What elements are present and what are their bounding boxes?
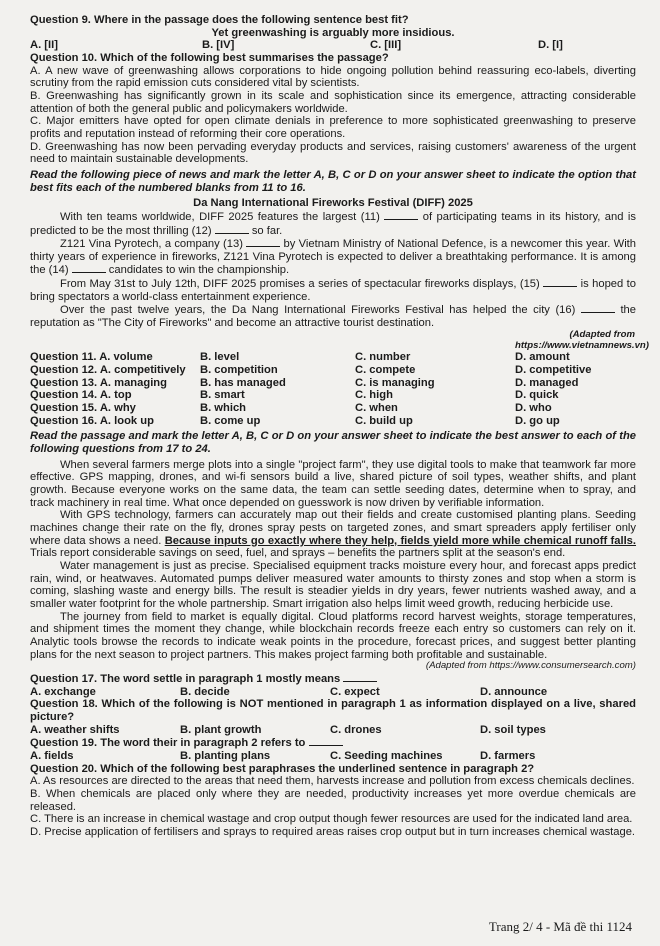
q10-stem: Question 10. Which of the following best summarises the passage? — [30, 51, 389, 64]
passage-paragraph-3: Water management is just as precise. Specialised equipment tracks moisture every hour, and forecast apps predict rain, wind, or heatwaves. Automated pumps deliver measured water amounts to thirsty zones and stop when a storm is coming, slashing waste and energy bills. The result is steadier yields in dry years, fewer nutrients washed away, and a smaller water footprint for the whole partnership. Smart irrigation also helps limit weed growth, reducing herbicide use. — [30, 559, 636, 610]
instruction-11-16: Read the following piece of news and mark the letter A, B, C or D on your answer sheet to indicate the option that best fits each of the numbered blanks from 11 to 16. — [30, 168, 636, 194]
q12-option-c[interactable]: C. compete — [355, 364, 416, 377]
q16-option-a[interactable]: Question 16. A. look up — [30, 414, 154, 427]
q17-option-d[interactable]: D. announce — [480, 685, 548, 698]
q20-option-b[interactable]: B. When chemicals are placed only where they are needed, productivity increases yet more overdue chemicals are released. — [30, 787, 636, 813]
exam-page — [30, 14, 649, 839]
q18-option-a[interactable]: A. weather shifts — [30, 723, 120, 736]
q12-option-a[interactable]: Question 12. A. competitively — [30, 364, 186, 377]
news-paragraph-3 — [30, 277, 636, 303]
blank-15[interactable] — [543, 277, 577, 287]
q10-option-d[interactable]: D. Greenwashing has now been pervading everyday products and services, raising customers' awareness of the urgent need to maintain sustainable developments. — [30, 140, 636, 166]
passage-source: (Adapted from https://www.consumersearch.com) — [425, 660, 636, 672]
passage-paragraph-2 — [30, 509, 636, 560]
question-12 — [30, 364, 636, 377]
q9-option-c[interactable]: C. [III] — [370, 39, 402, 52]
q16-option-d[interactable]: D. go up — [515, 414, 560, 427]
q11-option-c[interactable]: C. number — [355, 351, 411, 364]
q13-option-b[interactable]: B. has managed — [200, 376, 286, 389]
blank-16[interactable] — [581, 303, 615, 313]
q19-option-a[interactable]: A. fields — [30, 749, 74, 762]
q18-stem: Question 18. Which of the following is NOT mentioned in paragraph 1 as information displayed on a live, shared picture? — [30, 698, 636, 723]
q20-stem: Question 20. Which of the following best paraphrases the underlined sentence in paragraph 2? — [30, 762, 535, 775]
question-14 — [30, 389, 636, 402]
blank-14[interactable] — [72, 263, 106, 273]
question-17 — [30, 672, 636, 698]
q16-option-b[interactable]: B. come up — [200, 414, 261, 427]
q19-option-c[interactable]: C. Seeding machines — [330, 749, 443, 762]
q13-option-d[interactable]: D. managed — [515, 376, 579, 389]
q14-option-c[interactable]: C. high — [355, 389, 393, 402]
q20-option-c[interactable]: C. There is an increase in chemical wastage and crop output though fewer resources are used for the indicated land area. — [30, 813, 633, 826]
news-p3-part-a: From May 31st to July 12th, DIFF 2025 promises a series of spectacular fireworks displays, (15) — [60, 278, 540, 291]
news-p2-part-b: by Vietnam Ministry of National Defence, is a newcomer this year. With thirty years of experience in fireworks, Z121 Vina Pyrotech is expected to deliver a breathtaking performance. It is among the (14) — [30, 238, 637, 277]
q18-option-d[interactable]: D. soil types — [480, 723, 546, 736]
news-p2-part-c: candidates to win the championship. — [108, 264, 290, 277]
passage-p2-underlined: Because inputs go exactly where they help, fields yield more while chemical runoff falls. — [164, 534, 637, 547]
q15-option-c[interactable]: C. when — [355, 402, 398, 415]
q14-option-d[interactable]: D. quick — [515, 389, 559, 402]
blank-13[interactable] — [246, 237, 280, 247]
q20-option-a[interactable]: A. As resources are directed to the areas that need them, harvests increase and pollution from excess chemicals declines. — [30, 775, 635, 788]
q13-option-c[interactable]: C. is managing — [355, 376, 435, 389]
q13-option-a[interactable]: Question 13. A. managing — [30, 376, 167, 389]
q11-option-b[interactable]: B. level — [200, 351, 240, 364]
question-19 — [30, 736, 636, 762]
q14-option-a[interactable]: Question 14. A. top — [30, 389, 132, 402]
q17-option-b[interactable]: B. decide — [180, 685, 230, 698]
news-p4-part-a: Over the past twelve years, the Da Nang International Fireworks Festival has helped the city (16) — [60, 304, 576, 317]
passage-paragraph-1: When several farmers merge plots into a single "project farm", they use digital tools to make that teamwork far more effective. GPS mapping, drones, and wi-fi sensors build a live, shared picture of soil types, weather shifts, and plant growth. Because everyone works on the same data, the team can settle seeding dates, determine when to spray, and track machinery in real time. What once depended on guesswork is now driven by verifiable information. — [30, 458, 636, 509]
question-11 — [30, 351, 636, 364]
q19-stem-text: Question 19. The word their in paragraph 2 refers to — [30, 737, 306, 750]
news-p4-part-b: the reputation as "The City of Fireworks" and become an attractive tourist destination. — [30, 304, 636, 330]
passage-p2-part-a: With GPS technology, farmers can accurately map out their fields and create customised planting plans. Seeding machines change their rate on the fly, drones spray pests on targeted zones, and smart spreaders apply fertiliser only where data shows a need. — [30, 509, 636, 547]
page-footer: Trang 2/ 4 - Mã đề thi 1124 — [488, 919, 632, 934]
q19-option-b[interactable]: B. planting plans — [180, 749, 271, 762]
blank-17[interactable] — [343, 672, 377, 682]
question-15 — [30, 402, 636, 415]
q11-option-d[interactable]: D. amount — [515, 351, 570, 364]
q18-option-b[interactable]: B. plant growth — [180, 723, 262, 736]
news-article — [30, 197, 636, 330]
answer-grid-11-16 — [30, 328, 649, 428]
q9-options — [30, 39, 636, 52]
blank-11[interactable] — [384, 210, 418, 220]
blank-19[interactable] — [309, 736, 343, 746]
q11-option-a[interactable]: Question 11. A. volume — [30, 351, 153, 364]
news-title: Da Nang International Fireworks Festival (DIFF) 2025 — [193, 197, 473, 210]
question-16 — [30, 415, 636, 428]
news-paragraph-2 — [30, 237, 636, 277]
q17-option-a[interactable]: A. exchange — [30, 685, 96, 698]
q10-option-a[interactable]: A. A new wave of greenwashing allows corporations to hide ongoing pollution behind reassuring eco-labels, diverting scrutiny from the rapid emission cuts considered vital by scientists. — [30, 64, 636, 90]
question-13 — [30, 377, 636, 390]
question-9 — [30, 14, 636, 52]
news-p2-part-a: Z121 Vina Pyrotech, a company (13) — [60, 238, 243, 251]
q14-option-b[interactable]: B. smart — [200, 389, 245, 402]
q9-stem: Question 9. Where in the passage does the following sentence best fit? — [30, 14, 409, 26]
q10-option-c[interactable]: C. Major emitters have opted for open climate denials in preference to more sophisticated greenwashing to preserve profits and reputation instead of reforming their core operations. — [30, 115, 636, 140]
news-p1-part-c: so far. — [251, 224, 283, 237]
q17-stem-text: Question 17. The word settle in paragraph 1 mostly means — [30, 672, 341, 685]
news-p1-part-a: With ten teams worldwide, DIFF 2025 features the largest (11) — [60, 210, 380, 223]
reading-passage — [30, 459, 636, 672]
news-paragraph-4 — [30, 303, 636, 329]
question-10 — [30, 52, 636, 166]
q19-stem — [30, 736, 636, 750]
q16-option-c[interactable]: C. build up — [355, 414, 413, 427]
q12-option-d[interactable]: D. competitive — [515, 364, 592, 377]
passage-p2-part-b: Trials report considerable savings on seed, fuel, and sprays – benefits the partners split at the season's end. — [30, 547, 566, 560]
q12-option-b[interactable]: B. competition — [200, 364, 278, 377]
news-p1-part-b: of participating teams in its history, and is predicted to be the most thrilling (12) — [30, 210, 636, 237]
q9-option-b[interactable]: B. [IV] — [202, 39, 235, 52]
question-20 — [30, 763, 636, 839]
news-p3-part-b: is hoped to bring spectators a world-class entertainment experience. — [30, 278, 637, 303]
q9-option-d[interactable]: D. [I] — [538, 39, 563, 52]
passage-paragraph-4: The journey from field to market is equally digital. Cloud platforms record harvest weights, storage temperatures, and shipment times the moment they change, while blockchain records freeze each entry so customers can rely on it. Analytic tools browse the records to indicate weak points in the procedure, forecast prices, and suggest better planting plans for the next season to project partners. This makes project farming both profitable and sustainable. — [30, 610, 636, 661]
q18-option-c[interactable]: C. drones — [330, 723, 382, 736]
q9-sentence: Yet greenwashing is arguably more insidious. — [211, 26, 455, 39]
q17-stem — [30, 672, 636, 686]
q15-option-b[interactable]: B. which — [200, 402, 246, 415]
news-source: (Adapted from https://www.vietnamnews.vn) — [515, 328, 649, 351]
q20-option-d[interactable]: D. Precise application of fertilisers and sprays to required areas raises crop output but in turn increases chemical wastage. — [30, 825, 636, 838]
question-18 — [30, 698, 636, 736]
q19-option-d[interactable]: D. farmers — [480, 749, 536, 762]
q15-option-d[interactable]: D. who — [515, 402, 552, 415]
q15-option-a[interactable]: Question 15. A. why — [30, 402, 136, 415]
instruction-17-24: Read the passage and mark the letter A, B, C or D on your answer sheet to indicate the best answer to each of the following questions from 17 to 24. — [30, 430, 636, 455]
q17-option-c[interactable]: C. expect — [330, 685, 380, 698]
q9-option-a[interactable]: A. [II] — [30, 39, 58, 52]
blank-12[interactable] — [215, 224, 249, 234]
news-paragraph-1 — [30, 210, 636, 237]
q10-option-b[interactable]: B. Greenwashing has significantly grown in its scale and sophistication since its emergence, attracting considerable attention of both the general public and policymakers worldwide. — [30, 89, 636, 115]
